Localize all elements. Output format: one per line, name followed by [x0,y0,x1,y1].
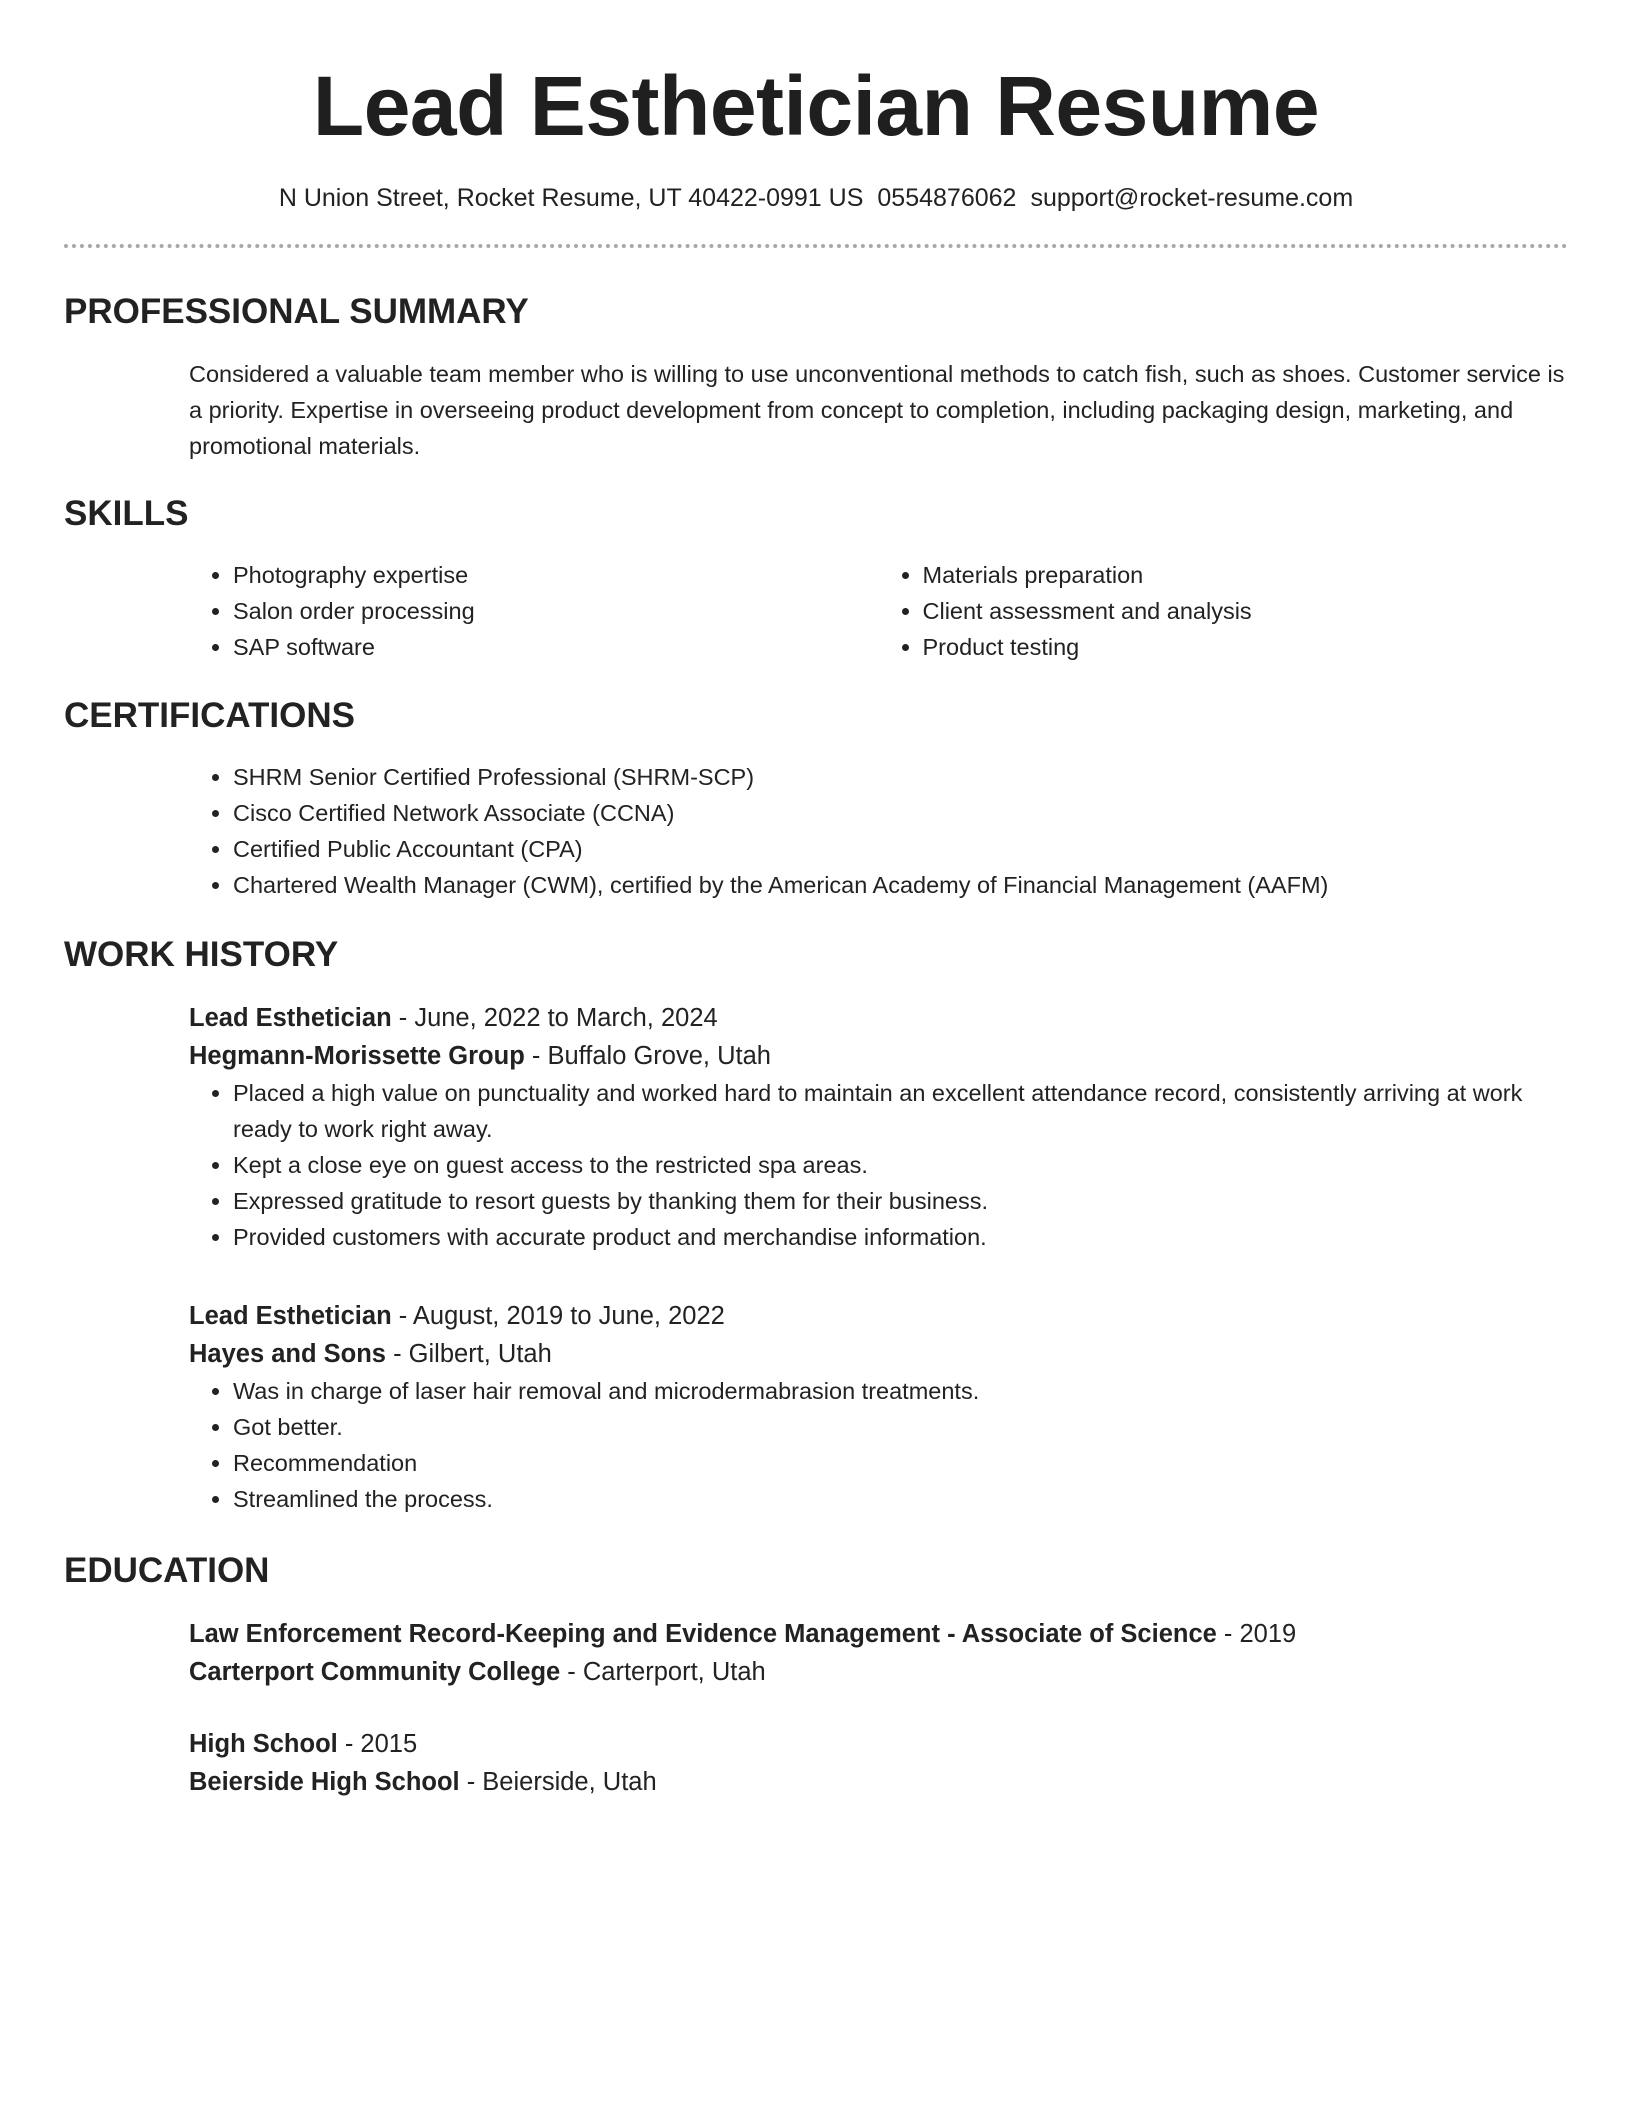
job-bullet: • Kept a close eye on guest access to the restricted spa areas. [233,1147,1568,1183]
education-entry [189,1615,1568,1691]
skills-left-list [189,557,879,665]
contact-line [64,182,1568,214]
job-bullet: • Streamlined the process. [233,1481,1568,1517]
job-bullets [189,1373,1568,1517]
job-bullet: • Placed a high value on punctuality and worked hard to maintain an excellent attendance record, consistently arriving at work ready to work right away. [233,1075,1568,1147]
certifications-list-wrap [189,759,1568,903]
job-title: Lead Esthetician [189,1004,392,1032]
job-bullet: • Expressed gratitude to resort guests by thanking them for their business. [233,1183,1568,1219]
contact-email: support@rocket-resume.com [1030,184,1354,212]
education-year: - 2015 [337,1730,418,1758]
education-heading: EDUCATION [64,1551,270,1590]
certifications-section [64,694,1568,903]
education-school-line [189,1653,1568,1691]
job-bullet: • Got better. [233,1409,1568,1445]
summary-heading: PROFESSIONAL SUMMARY [64,292,529,331]
contact-phone: 0554876062 [877,184,1017,212]
certifications-heading: CERTIFICATIONS [64,696,356,735]
education-degree: Law Enforcement Record-Keeping and Evidence Management - Associate of Science [189,1620,1217,1648]
job-company: Hayes and Sons [189,1340,386,1368]
job-title-line [189,999,1568,1037]
job-bullet: • Was in charge of laser hair removal and microdermabrasion treatments. [233,1373,1568,1409]
job-location: - Buffalo Grove, Utah [524,1042,771,1070]
education-degree-line [189,1725,1568,1763]
summary-text: Considered a valuable team member who is willing to use unconventional methods to catch fish, such as shoes. Customer service is a priority. Expertise in overseeing product development from concept to completion, including packaging design, marketing, and promotional materials. [189,361,1565,459]
resume-page [64,0,1568,1801]
certifications-list [189,759,1568,903]
certification-item: • SHRM Senior Certified Professional (SHRM-SCP) [233,759,1568,795]
job-entry [189,1297,1568,1517]
job-dates: - August, 2019 to June, 2022 [391,1302,725,1330]
job-title: Lead Esthetician [189,1302,392,1330]
skill-item: • Materials preparation [923,557,1569,593]
job-entry [189,999,1568,1255]
education-school: Carterport Community College [189,1658,561,1686]
certification-item: • Cisco Certified Network Associate (CCNA) [233,795,1568,831]
skill-item: • Client assessment and analysis [923,593,1569,629]
job-bullets [189,1075,1568,1255]
job-dates: - June, 2022 to March, 2024 [391,1004,718,1032]
job-title-line [189,1297,1568,1335]
job-location: - Gilbert, Utah [386,1340,552,1368]
education-degree: High School [189,1730,338,1758]
skills-right-list [879,557,1569,665]
job-company: Hegmann-Morissette Group [189,1042,525,1070]
skill-item: • Product testing [923,629,1569,665]
work-history-section [64,933,1568,1517]
resume-title: Lead Esthetician Resume [312,59,1320,153]
skill-item: • SAP software [233,629,879,665]
job-company-line [189,1335,1568,1373]
summary-section [64,290,1568,464]
education-year: - 2019 [1216,1620,1297,1648]
skills-heading: SKILLS [64,494,189,533]
contact-address: N Union Street, Rocket Resume, UT 40422-0991 US [278,184,864,212]
certification-item: • Chartered Wealth Manager (CWM), certified by the American Academy of Financial Management (AAFM) [233,867,1568,903]
header-divider [64,244,1568,248]
education-degree-line [189,1615,1568,1653]
education-location: - Carterport, Utah [560,1658,766,1686]
education-section [64,1549,1568,1801]
skill-item: • Photography expertise [233,557,879,593]
job-bullet: • Provided customers with accurate product and merchandise information. [233,1219,1568,1255]
skill-item: • Salon order processing [233,593,879,629]
education-school: Beierside High School [189,1768,460,1796]
skills-section [64,492,1568,665]
skills-grid [189,557,1568,665]
work-history-heading: WORK HISTORY [64,935,339,974]
job-bullet: • Recommendation [233,1445,1568,1481]
education-location: - Beierside, Utah [459,1768,657,1796]
certification-item: • Certified Public Accountant (CPA) [233,831,1568,867]
education-school-line [189,1763,1568,1801]
job-company-line [189,1037,1568,1075]
education-entry [189,1725,1568,1801]
